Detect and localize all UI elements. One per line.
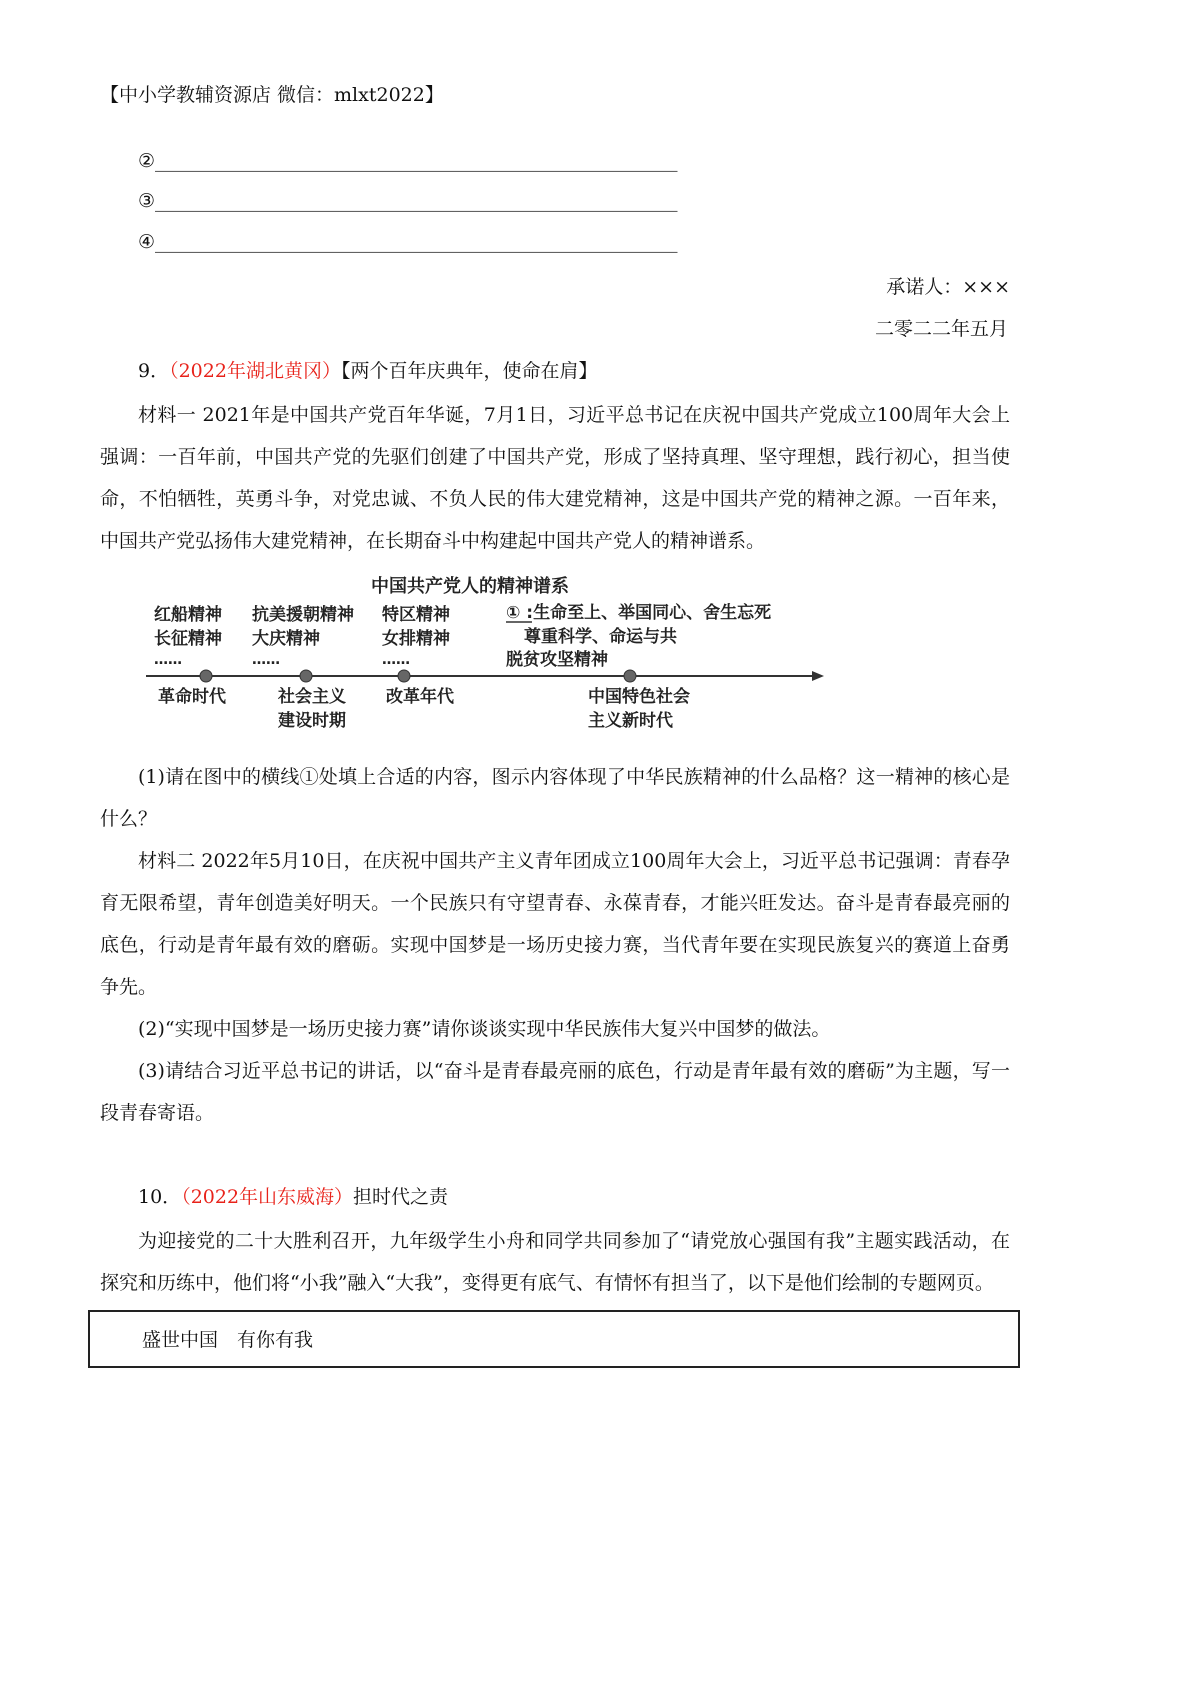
timeline-arrow-icon xyxy=(812,671,824,681)
spirit-ellipsis: …… xyxy=(252,652,280,668)
timeline-node xyxy=(300,670,312,682)
timeline-node xyxy=(200,670,212,682)
pledge-line: ③_______________________________________________________ xyxy=(138,190,678,212)
q9-sub2: (2)“实现中国梦是一场历史接力赛”请你谈谈实现中华民族伟大复兴中国梦的做法。 xyxy=(138,1018,831,1040)
spirit-label: ① :生命至上、举国同心、舍生忘死 xyxy=(506,603,772,623)
header-watermark: 【中小学教辅资源店 微信：mlxt2022】 xyxy=(100,84,444,106)
q9-number: 9． xyxy=(138,360,170,382)
webpage-box-title: 盛世中国 有你有我 xyxy=(142,1329,314,1351)
pledge-line: ④_______________________________________________________ xyxy=(138,231,678,253)
era-label: 社会主义 xyxy=(278,687,346,707)
q10-source: （2022年山东威海） xyxy=(181,1186,354,1208)
spirit-ellipsis: …… xyxy=(154,652,182,668)
era-label: 主义新时代 xyxy=(588,711,673,731)
q10-heading xyxy=(138,1184,448,1210)
era-label: 建设时期 xyxy=(278,711,346,731)
era-label: 中国特色社会 xyxy=(588,687,690,707)
spirit-label: 脱贫攻坚精神 xyxy=(506,650,608,670)
q9-material1: 材料一 2021年是中国共产党百年华诞，7月1日，习近平总书记在庆祝中国共产党成立100周年大会上强调：一百年前，中国共产党的先驱们创建了中国共产党，形成了坚持真理、坚守理想，践行初心，担当使命，不怕牺牲，英勇斗争，对党忠诚、不负人民的伟大建党精神，这是中国共产党的精神之源。一百年来，中国共产党弘扬伟大建党精神，在长期奋斗中构建起中国共产党人的精神谱系。 xyxy=(100,404,1010,552)
webpage-box xyxy=(88,1310,1020,1368)
spirit-ellipsis: …… xyxy=(382,652,410,668)
q9-sub1: (1)请在图中的横线①处填上合适的内容，图示内容体现了中华民族精神的什么品格？这一精神的核心是什么？ xyxy=(100,766,1010,830)
q9-source: （2022年湖北黄冈） xyxy=(169,360,341,382)
pledge-line: ②_______________________________________________________ xyxy=(138,150,678,172)
q10-title: 担时代之责 xyxy=(353,1186,449,1208)
spirit-label: 大庆精神 xyxy=(252,629,320,649)
timeline-node xyxy=(398,670,410,682)
timeline-node xyxy=(624,670,636,682)
spirit-label: 抗美援朝精神 xyxy=(252,605,354,625)
q10-number: 10． xyxy=(138,1186,182,1208)
pledge-date: 二零二二年五月 xyxy=(874,318,1008,340)
era-label: 改革年代 xyxy=(386,687,454,707)
q10-intro: 为迎接党的二十大胜利召开，九年级学生小舟和同学共同参加了“请党放心强国有我”主题实践活动，在探究和历练中，他们将“小我”融入“大我”，变得更有底气、有情怀有担当了，以下是他们绘制的专题网页。 xyxy=(100,1230,1010,1294)
spirit-label: 女排精神 xyxy=(382,629,450,649)
q9-sub3: (3)请结合习近平总书记的讲话，以“奋斗是青春最亮丽的底色，行动是青年最有效的磨砺”为主题，写一段青春寄语。 xyxy=(100,1060,1010,1124)
spirit-label: 特区精神 xyxy=(382,605,450,625)
era-label: 革命时代 xyxy=(158,687,226,707)
figure-title: 中国共产党人的精神谱系 xyxy=(371,576,569,597)
q9-material2: 材料二 2022年5月10日，在庆祝中国共产主义青年团成立100周年大会上，习近平总书记强调：青春孕育无限希望，青年创造美好明天。一个民族只有守望青春、永葆青春，才能兴旺发达。奋斗是青春最亮丽的底色，行动是青年最有效的磨砺。实现中国梦是一场历史接力赛，当代青年要在实现民族复兴的赛道上奋勇争先。 xyxy=(100,850,1010,998)
pledge-signer: 承诺人：××× xyxy=(886,276,1010,298)
spirit-label: 长征精神 xyxy=(154,629,222,649)
q9-title: 【两个百年庆典年，使命在肩】 xyxy=(340,360,598,382)
spirit-label: 红船精神 xyxy=(154,605,222,625)
spirit-lineage-figure xyxy=(140,568,830,746)
q9-heading xyxy=(138,358,597,384)
spirit-label: 尊重科学、命运与共 xyxy=(524,627,677,647)
